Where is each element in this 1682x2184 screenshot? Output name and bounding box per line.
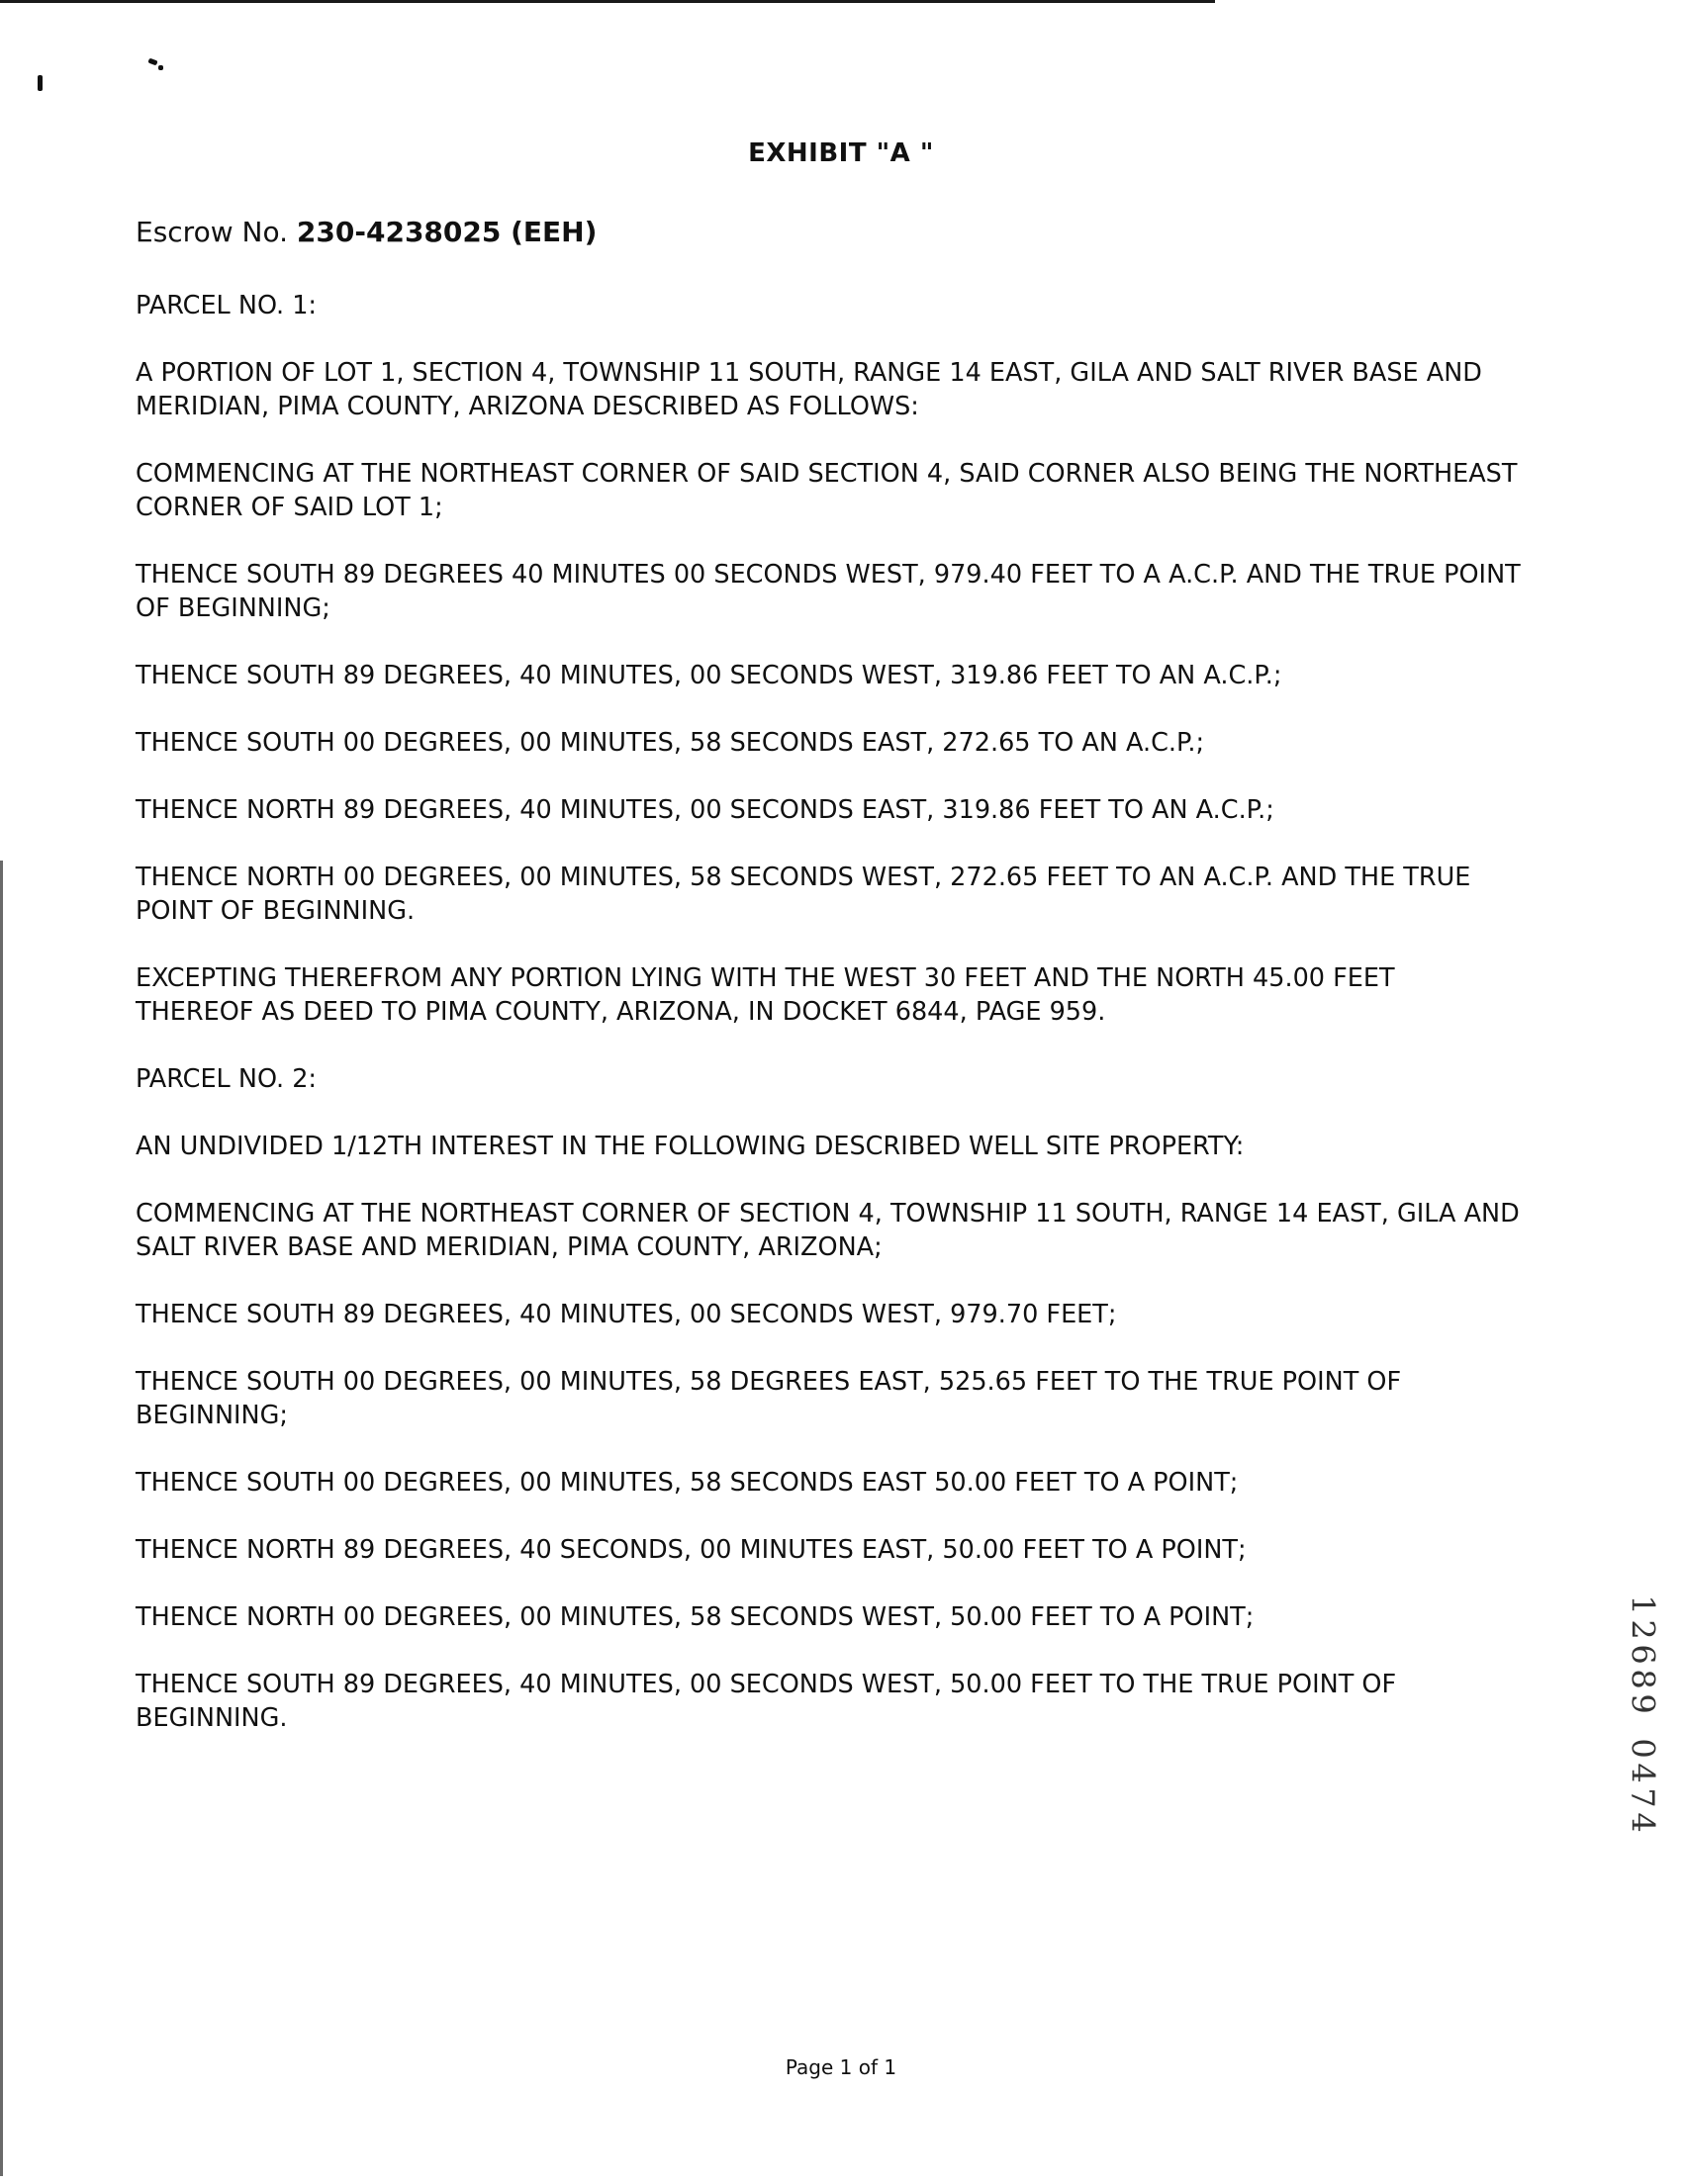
recording-digit: 0: [1624, 1738, 1662, 1759]
recording-digit: 7: [1624, 1787, 1662, 1808]
escrow-label: Escrow No.: [136, 216, 288, 248]
legal-paragraph: THENCE SOUTH 00 DEGREES, 00 MINUTES, 58 SECONDS EAST, 272.65 TO AN A.C.P.;: [136, 728, 1205, 758]
page-number: Page 1 of 1: [785, 2055, 897, 2079]
legal-paragraph: A PORTION OF LOT 1, SECTION 4, TOWNSHIP 11 SOUTH, RANGE 14 EAST, GILA AND SALT RIVER BASE AND MERIDIAN, PIMA COUNTY, ARIZONA DESCRIBED AS FOLLOWS:: [136, 358, 1482, 421]
legal-paragraph: COMMENCING AT THE NORTHEAST CORNER OF SECTION 4, TOWNSHIP 11 SOUTH, RANGE 14 EAST, GILA AND SALT RIVER BASE AND MERIDIAN, PIMA COUNTY, ARIZONA;: [136, 1199, 1520, 1262]
recording-digit: 4: [1624, 1812, 1662, 1833]
legal-paragraph: THENCE SOUTH 00 DEGREES, 00 MINUTES, 58 SECONDS EAST 50.00 FEET TO A POINT;: [136, 1468, 1239, 1498]
legal-paragraph: THENCE NORTH 89 DEGREES, 40 SECONDS, 00 MINUTES EAST, 50.00 FEET TO A POINT;: [136, 1535, 1247, 1565]
scan-top-edge-line: [0, 0, 1215, 3]
legal-paragraph: THENCE SOUTH 89 DEGREES, 40 MINUTES, 00 SECONDS WEST, 979.70 FEET;: [136, 1300, 1117, 1329]
scan-speck: [38, 75, 43, 91]
recording-digit: 1: [1624, 1594, 1662, 1615]
escrow-number: 230-4238025 (EEH): [296, 216, 598, 248]
recording-docket: [1623, 1592, 1662, 1716]
scan-left-edge-mark: [0, 861, 3, 2176]
parcel-1-heading: PARCEL NO. 1:: [136, 291, 318, 320]
legal-paragraph: THENCE SOUTH 89 DEGREES, 40 MINUTES, 00 SECONDS WEST, 319.86 FEET TO AN A.C.P.;: [136, 661, 1282, 690]
recording-digit: 6: [1624, 1644, 1662, 1665]
recording-digit: 2: [1624, 1619, 1662, 1640]
escrow-line: [136, 216, 597, 248]
recording-digit: 9: [1624, 1693, 1662, 1714]
legal-paragraph: THENCE NORTH 00 DEGREES, 00 MINUTES, 58 SECONDS WEST, 272.65 FEET TO AN A.C.P. AND THE TRUE POINT OF BEGINNING.: [136, 863, 1471, 926]
legal-paragraph: AN UNDIVIDED 1/12TH INTEREST IN THE FOLLOWING DESCRIBED WELL SITE PROPERTY:: [136, 1132, 1245, 1161]
legal-paragraph: THENCE SOUTH 89 DEGREES 40 MINUTES 00 SECONDS WEST, 979.40 FEET TO A A.C.P. AND THE TRUE POINT OF BEGINNING;: [136, 560, 1521, 623]
recording-page: [1623, 1736, 1662, 1835]
scan-speck: [147, 58, 157, 66]
scan-speck: [158, 65, 163, 70]
legal-paragraph: THENCE NORTH 89 DEGREES, 40 MINUTES, 00 SECONDS EAST, 319.86 FEET TO AN A.C.P.;: [136, 795, 1274, 825]
legal-paragraph: THENCE SOUTH 89 DEGREES, 40 MINUTES, 00 SECONDS WEST, 50.00 FEET TO THE TRUE POINT OF BEGINNING.: [136, 1670, 1397, 1733]
parcel-2-heading: PARCEL NO. 2:: [136, 1064, 318, 1094]
legal-paragraph: THENCE NORTH 00 DEGREES, 00 MINUTES, 58 SECONDS WEST, 50.00 FEET TO A POINT;: [136, 1602, 1255, 1632]
legal-description: [136, 289, 1521, 1769]
legal-paragraph: THENCE SOUTH 00 DEGREES, 00 MINUTES, 58 DEGREES EAST, 525.65 FEET TO THE TRUE POINT OF BEGINNING;: [136, 1367, 1402, 1430]
recording-digit: 8: [1624, 1669, 1662, 1689]
legal-paragraph: COMMENCING AT THE NORTHEAST CORNER OF SAID SECTION 4, SAID CORNER ALSO BEING THE NORTHEAST CORNER OF SAID LOT 1;: [136, 459, 1518, 522]
legal-paragraph: EXCEPTING THEREFROM ANY PORTION LYING WITH THE WEST 30 FEET AND THE NORTH 45.00 FEET THEREOF AS DEED TO PIMA COUNTY, ARIZONA, IN DOCKET 6844, PAGE 959.: [136, 963, 1395, 1027]
exhibit-title: EXHIBIT "A ": [748, 138, 934, 168]
recording-digit: 4: [1624, 1763, 1662, 1783]
recording-stamp-number: [1623, 1592, 1662, 1835]
